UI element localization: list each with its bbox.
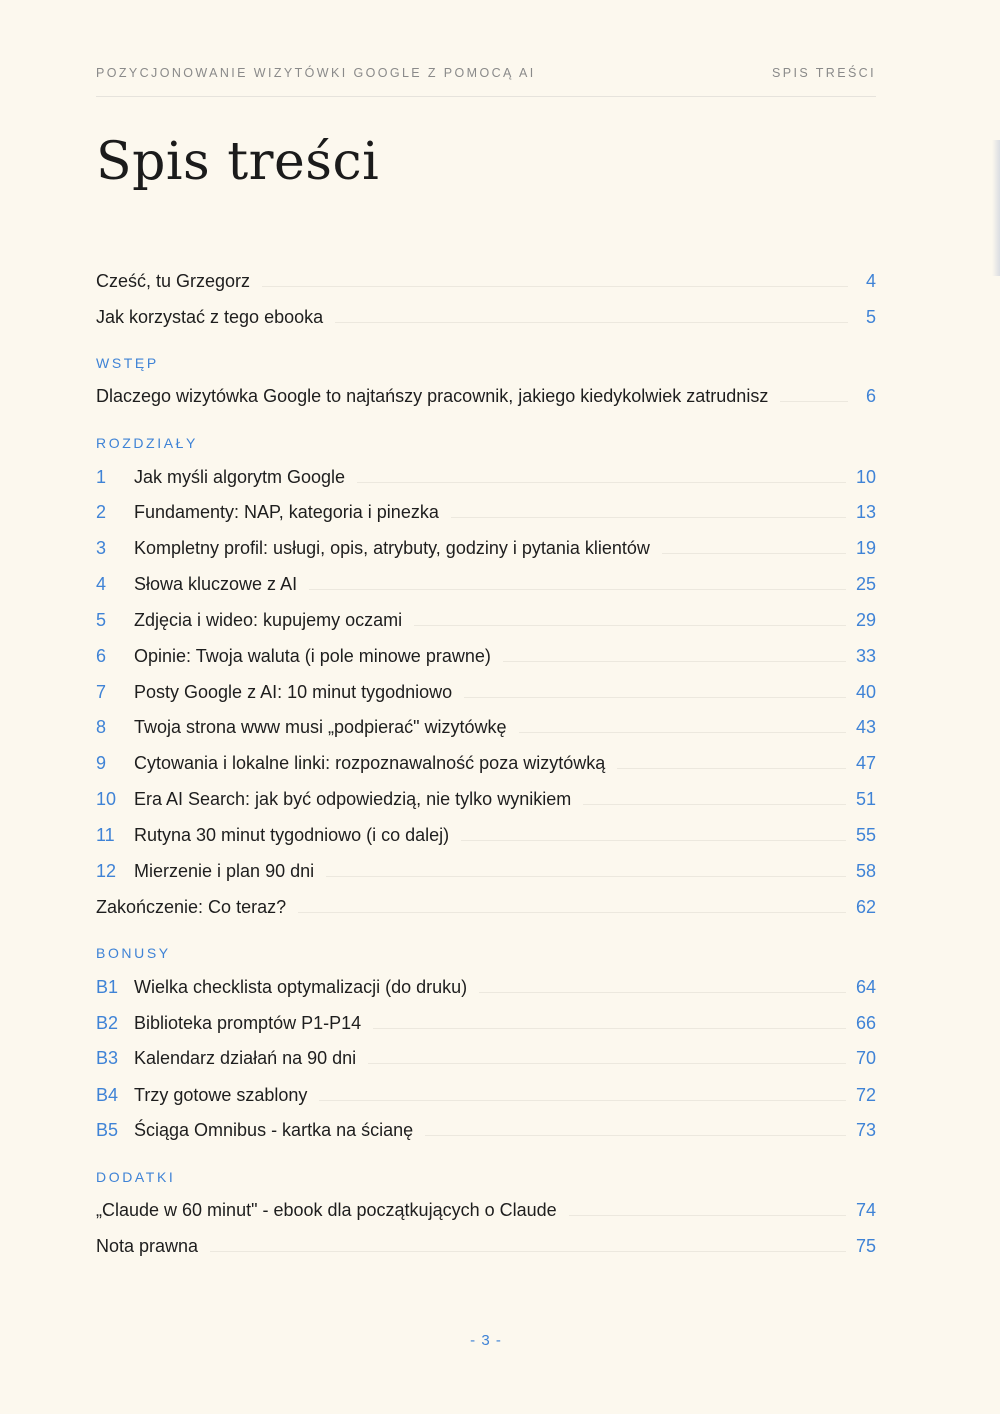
chapter-label: Era AI Search: jak być odpowiedzią, nie tylko wynikiem: [134, 788, 572, 809]
bonus-page: 70: [855, 1047, 876, 1068]
dot-leader: [519, 732, 846, 733]
toc-chapter[interactable]: [96, 497, 876, 527]
section-heading-rozdzialy: ROZDZIAŁY: [96, 435, 198, 451]
dot-leader: [309, 589, 846, 590]
chapter-page: 43: [855, 716, 876, 737]
running-header: [96, 66, 876, 97]
section-heading-dodatki: DODATKI: [96, 1169, 176, 1185]
dot-leader: [210, 1251, 846, 1252]
toc-entry-label: Jak korzystać z tego ebooka: [96, 306, 324, 327]
dot-leader: [461, 840, 846, 841]
toc-entry[interactable]: [96, 381, 876, 411]
chapter-label: Fundamenty: NAP, kategoria i pinezka: [134, 501, 439, 522]
dot-leader: [326, 876, 846, 877]
bonus-number: B3: [96, 1047, 119, 1068]
chapter-page: 55: [855, 824, 876, 845]
chapter-number: 7: [96, 681, 107, 702]
toc-entry-page: 62: [855, 896, 876, 917]
dot-leader: [373, 1028, 846, 1029]
chapter-page: 47: [855, 752, 876, 773]
toc-chapter[interactable]: [96, 748, 876, 778]
toc-chapter[interactable]: [96, 677, 876, 707]
toc-entry-label: Cześć, tu Grzegorz: [96, 270, 251, 291]
toc-chapter[interactable]: [96, 856, 876, 886]
chapter-number: 10: [96, 788, 117, 809]
toc-chapter[interactable]: [96, 569, 876, 599]
bonus-page: 66: [855, 1012, 876, 1033]
bonus-page: 72: [855, 1084, 876, 1105]
chapter-number: 8: [96, 716, 107, 737]
toc-entry-page: 6: [865, 385, 876, 406]
dot-leader: [479, 992, 846, 993]
dot-leader: [298, 912, 846, 913]
bonus-number: B2: [96, 1012, 119, 1033]
bonus-page: 64: [855, 976, 876, 997]
chapter-label: Zdjęcia i wideo: kupujemy oczami: [134, 609, 403, 630]
toc-bonus[interactable]: [96, 1008, 876, 1038]
chapter-page: 33: [855, 645, 876, 666]
bonus-label: Kalendarz działań na 90 dni: [134, 1047, 357, 1068]
scrollbar-thumb[interactable]: [992, 140, 1000, 276]
chapter-label: Twoja strona www musi „podpierać" wizytówkę: [134, 716, 507, 737]
chapter-page: 29: [855, 609, 876, 630]
dot-leader: [451, 517, 846, 518]
chapter-label: Jak myśli algorytm Google: [134, 466, 346, 487]
bonus-number: B1: [96, 976, 119, 997]
chapter-label: Rutyna 30 minut tygodniowo (i co dalej): [134, 824, 450, 845]
toc-entry-label: „Claude w 60 minut" - ebook dla początkujących o Claude: [96, 1199, 557, 1220]
toc-bonus[interactable]: [96, 1080, 876, 1110]
toc-entry-page: 75: [855, 1235, 876, 1256]
chapter-page: 51: [855, 788, 876, 809]
chapter-number: 6: [96, 645, 107, 666]
chapter-page: 13: [855, 501, 876, 522]
chapter-label: Opinie: Twoja waluta (i pole minowe prawne): [134, 645, 491, 666]
toc-entry-page: 74: [855, 1199, 876, 1220]
bonus-number: B4: [96, 1084, 119, 1105]
chapter-page: 40: [855, 681, 876, 702]
chapter-page: 58: [855, 860, 876, 881]
chapter-page: 25: [855, 573, 876, 594]
toc-bonus[interactable]: [96, 972, 876, 1002]
dot-leader: [368, 1063, 846, 1064]
dot-leader: [425, 1135, 846, 1136]
dot-leader: [662, 553, 846, 554]
chapter-number: 2: [96, 501, 107, 522]
chapter-label: Kompletny profil: usługi, opis, atrybuty, godziny i pytania klientów: [134, 537, 650, 558]
chapter-number: 1: [96, 466, 107, 487]
dot-leader: [414, 625, 846, 626]
chapter-number: 4: [96, 573, 107, 594]
toc-entry-label: Dlaczego wizytówka Google to najtańszy pracownik, jakiego kiedykolwiek zatrudnisz: [96, 385, 769, 406]
bonus-number: B5: [96, 1119, 119, 1140]
dot-leader: [335, 322, 848, 323]
chapter-page: 19: [855, 537, 876, 558]
dot-leader: [780, 401, 848, 402]
bonus-label: Biblioteka promptów P1-P14: [134, 1012, 362, 1033]
dot-leader: [503, 661, 846, 662]
dot-leader: [569, 1215, 846, 1216]
toc-chapter[interactable]: [96, 712, 876, 742]
bonus-label: Trzy gotowe szablony: [134, 1084, 308, 1105]
toc-entry-page: 4: [865, 270, 876, 291]
chapter-label: Słowa kluczowe z AI: [134, 573, 298, 594]
chapter-label: Cytowania i lokalne linki: rozpoznawalność poza wizytówką: [134, 752, 606, 773]
toc-bonus[interactable]: [96, 1115, 876, 1145]
section-heading-wstep: WSTĘP: [96, 355, 159, 371]
chapter-number: 12: [96, 860, 117, 881]
dot-leader: [357, 482, 846, 483]
toc-bonus[interactable]: [96, 1043, 876, 1073]
dot-leader: [617, 768, 846, 769]
chapter-label: Posty Google z AI: 10 minut tygodniowo: [134, 681, 453, 702]
chapter-number: 5: [96, 609, 107, 630]
dot-leader: [319, 1100, 846, 1101]
toc-chapter[interactable]: [96, 820, 876, 850]
toc-entry-label: Nota prawna: [96, 1235, 199, 1256]
chapter-number: 9: [96, 752, 107, 773]
chapter-label: Mierzenie i plan 90 dni: [134, 860, 315, 881]
toc-chapter[interactable]: [96, 605, 876, 635]
chapter-number: 11: [96, 824, 115, 845]
toc-chapter[interactable]: [96, 462, 876, 492]
toc-entry[interactable]: [96, 1231, 876, 1261]
header-section-title: SPIS TREŚCI: [772, 66, 876, 80]
toc-chapter[interactable]: [96, 533, 876, 563]
header-book-title: POZYCJONOWANIE WIZYTÓWKI GOOGLE Z POMOCĄ AI: [96, 66, 536, 80]
page-number: - 3 -: [470, 1332, 502, 1349]
bonus-label: Wielka checklista optymalizacji (do druku): [134, 976, 468, 997]
bonus-label: Ściąga Omnibus - kartka na ścianę: [134, 1119, 414, 1140]
dot-leader: [583, 804, 846, 805]
toc-entry[interactable]: [96, 302, 876, 332]
toc-entry-label: Zakończenie: Co teraz?: [96, 896, 287, 917]
chapter-number: 3: [96, 537, 107, 558]
dot-leader: [464, 697, 846, 698]
toc-entry-page: 5: [865, 306, 876, 327]
chapter-page: 10: [855, 466, 876, 487]
toc-entry[interactable]: [96, 266, 876, 296]
dot-leader: [262, 286, 848, 287]
toc-entry[interactable]: [96, 1195, 876, 1225]
toc-entry[interactable]: [96, 892, 876, 922]
bonus-page: 73: [855, 1119, 876, 1140]
page-title: Spis treści: [96, 132, 380, 192]
toc-chapter[interactable]: [96, 784, 876, 814]
section-heading-bonusy: BONUSY: [96, 945, 171, 961]
toc-chapter[interactable]: [96, 641, 876, 671]
